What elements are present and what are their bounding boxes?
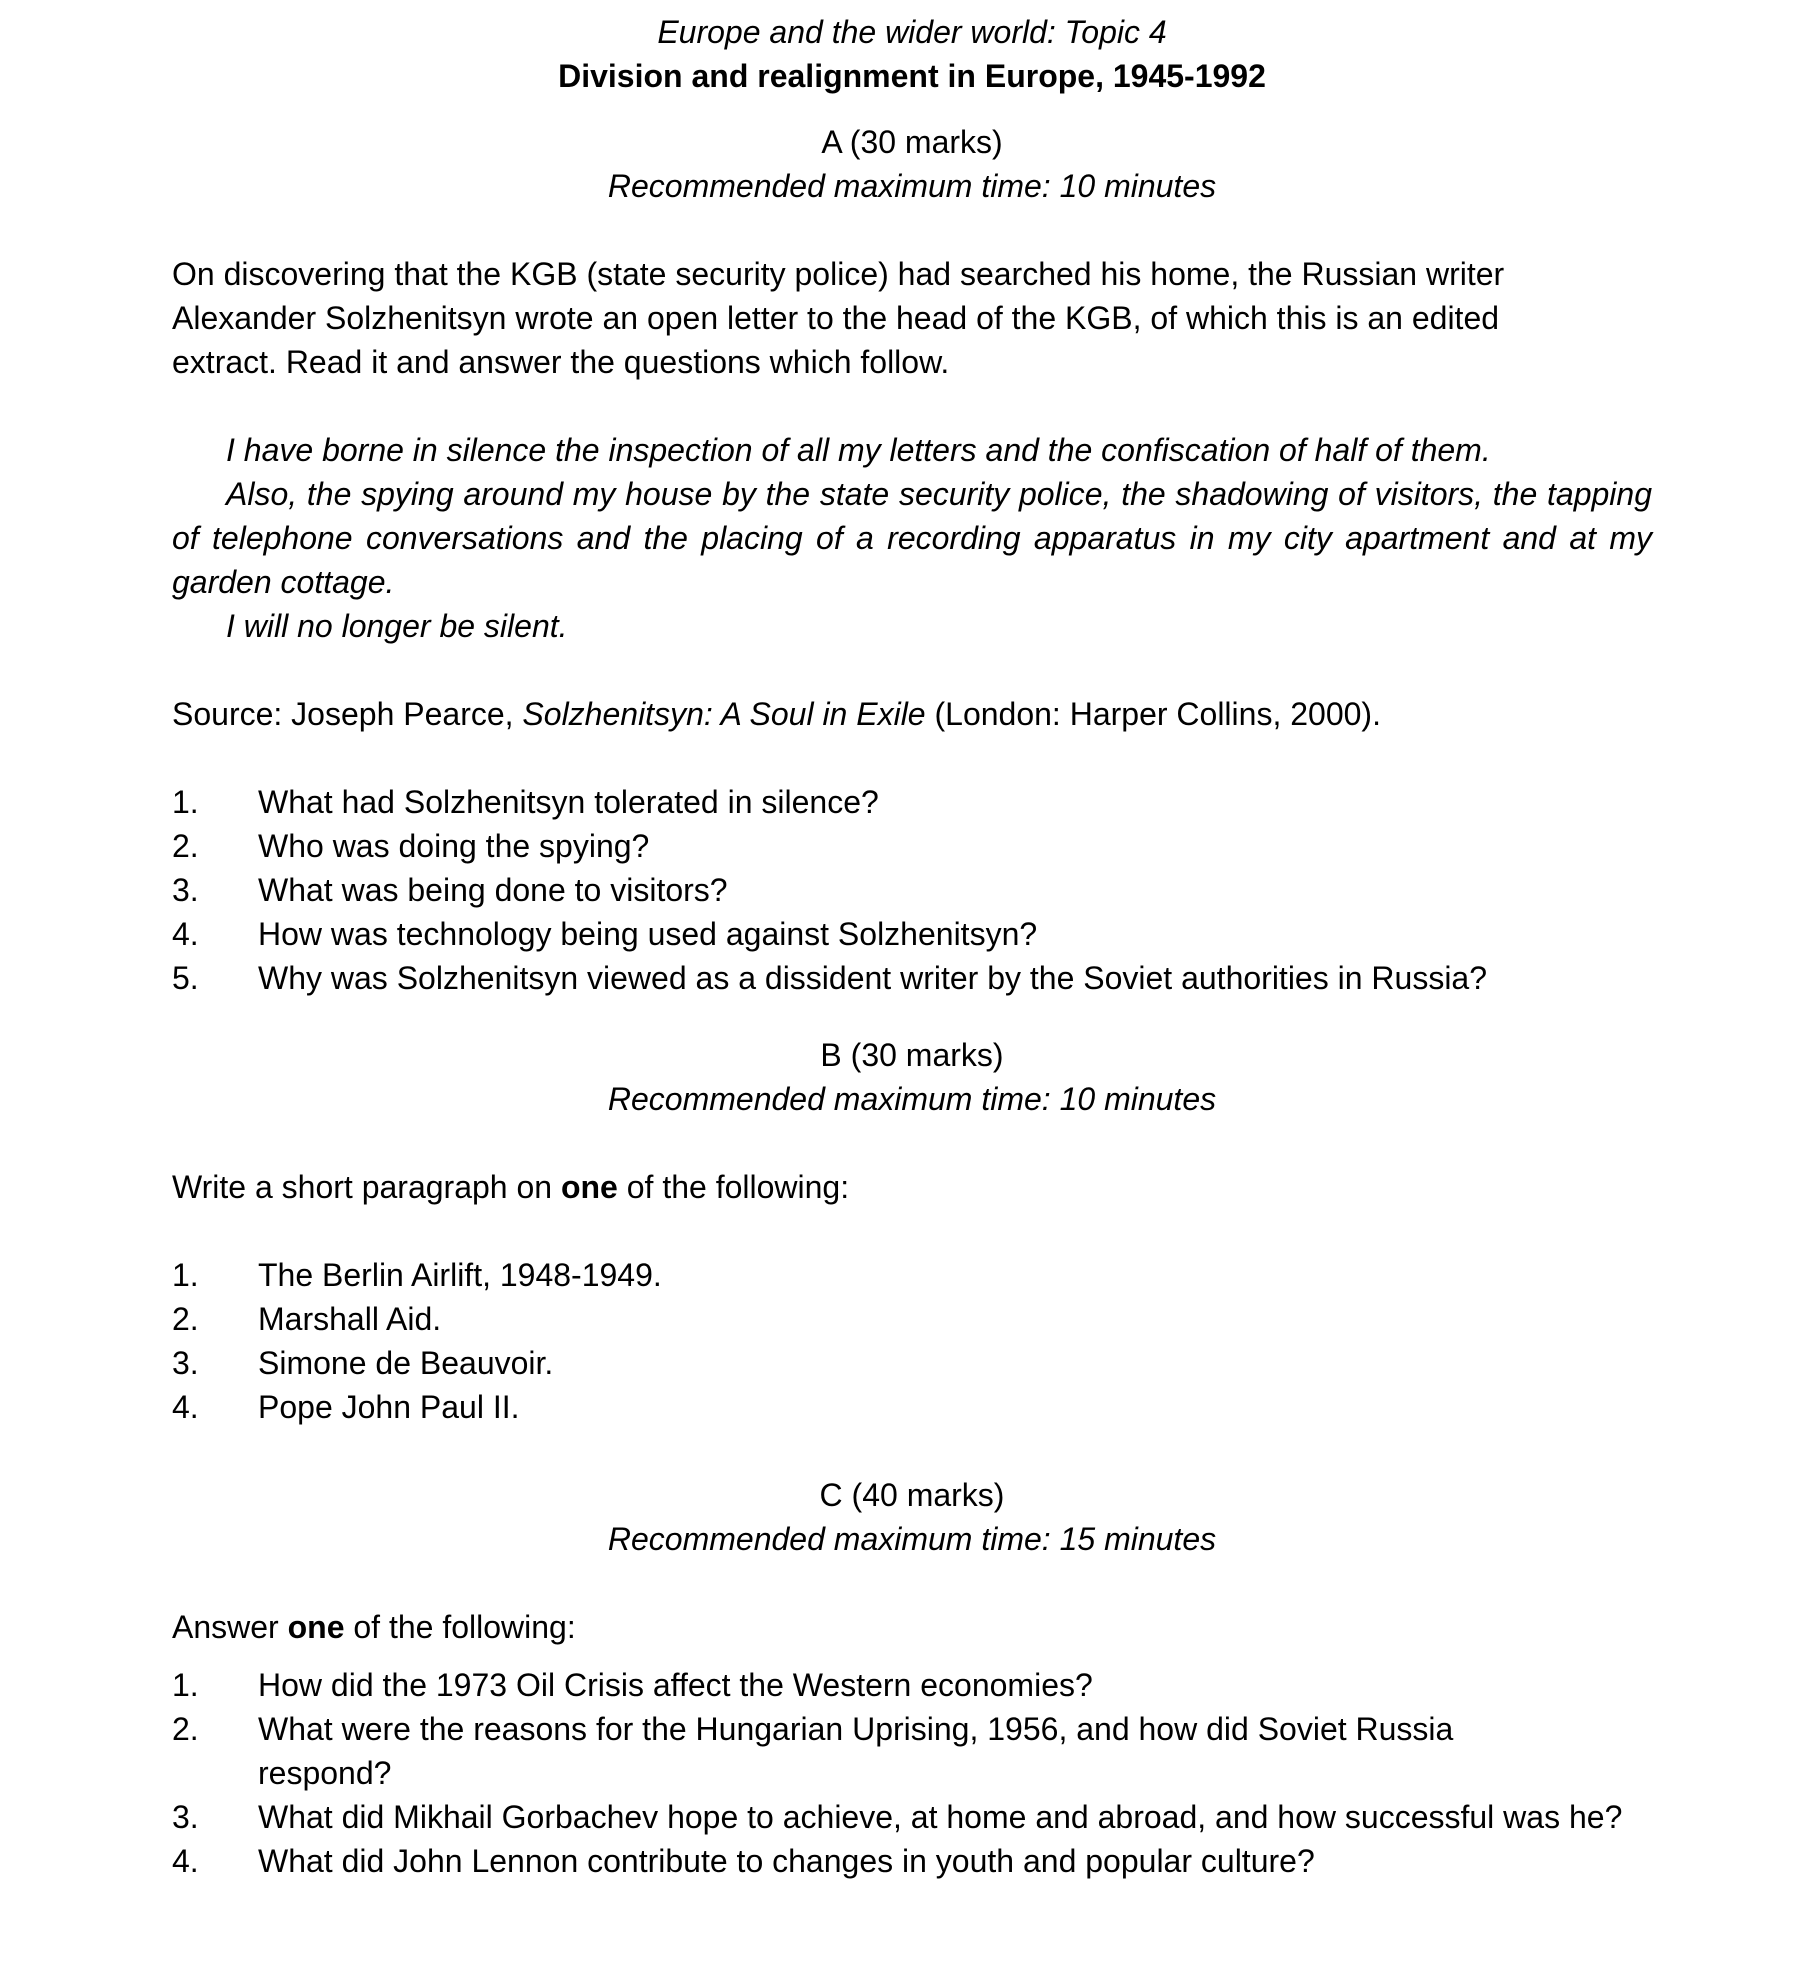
extract-paragraph-1: I have borne in silence the inspection of all my letters and the confiscation of half of them. xyxy=(226,432,1491,468)
list-item: 2. What were the reasons for the Hungarian Uprising, 1956, and how did Soviet Russia respond? xyxy=(172,1711,1454,1791)
section-a-time: Recommended maximum time: 10 minutes xyxy=(607,168,1217,204)
topic-heading: Europe and the wider world: Topic 4 xyxy=(657,14,1167,50)
source-prefix: Source: Joseph Pearce, xyxy=(172,696,523,732)
section-c-heading: C (40 marks) xyxy=(819,1477,1005,1513)
section-b-time: Recommended maximum time: 10 minutes xyxy=(607,1081,1217,1117)
list-item: 2. Marshall Aid. xyxy=(172,1301,442,1337)
section-a-intro: On discovering that the KGB (state security police) had searched his home, the Russian writer Alexander Solzhenitsyn wrote an open letter to the head of the KGB, of which this is an edited extract. Read it and answer the questions which follow. xyxy=(172,256,1505,380)
page-title: Division and realignment in Europe, 1945-1992 xyxy=(558,58,1266,94)
source-citation xyxy=(172,692,1652,736)
list-item: 1. The Berlin Airlift, 1948-1949. xyxy=(172,1257,662,1293)
list-item: 4. Pope John Paul II. xyxy=(172,1389,520,1425)
source-book-title: Solzhenitsyn: A Soul in Exile xyxy=(522,696,926,732)
list-item: 4. What did John Lennon contribute to changes in youth and popular culture? xyxy=(172,1843,1315,1879)
emphasis-one: one xyxy=(560,1169,618,1205)
section-c xyxy=(172,1473,1652,1883)
list-item: 1. How did the 1973 Oil Crisis affect the Western economies? xyxy=(172,1667,1093,1703)
list-item: 4. How was technology being used against Solzhenitsyn? xyxy=(172,916,1038,952)
extract-paragraph-2: Also, the spying around my house by the state security police, the shadowing of visitors, the tapping of telephone conversations and the placing of a recording apparatus in my city apartment and at my garden cottage. xyxy=(172,476,1652,600)
letter-extract xyxy=(172,428,1652,648)
section-a-questions xyxy=(172,780,1652,1000)
list-item: 3. Simone de Beauvoir. xyxy=(172,1345,554,1381)
section-b-instruction: Write a short paragraph on one of the following: xyxy=(172,1169,850,1205)
section-b xyxy=(172,1033,1652,1429)
section-a xyxy=(172,120,1652,1000)
list-item: 2. Who was doing the spying? xyxy=(172,828,650,864)
section-c-time: Recommended maximum time: 15 minutes xyxy=(607,1521,1217,1557)
section-b-items xyxy=(172,1253,1652,1429)
source-suffix: (London: Harper Collins, 2000). xyxy=(925,696,1381,732)
exam-page xyxy=(172,10,1652,1883)
extract-paragraph-3: I will no longer be silent. xyxy=(226,608,568,644)
list-item: 5. Why was Solzhenitsyn viewed as a dissident writer by the Soviet authorities in Russia? xyxy=(172,960,1488,996)
emphasis-one: one xyxy=(287,1609,345,1645)
section-c-items xyxy=(172,1663,1652,1883)
list-item: 3. What was being done to visitors? xyxy=(172,872,728,908)
section-c-instruction: Answer one of the following: xyxy=(172,1609,576,1645)
list-item: 3. What did Mikhail Gorbachev hope to achieve, at home and abroad, and how successful was he? xyxy=(172,1799,1623,1835)
section-b-heading: B (30 marks) xyxy=(820,1037,1004,1073)
section-a-heading: A (30 marks) xyxy=(821,124,1003,160)
list-item: 1. What had Solzhenitsyn tolerated in silence? xyxy=(172,784,879,820)
